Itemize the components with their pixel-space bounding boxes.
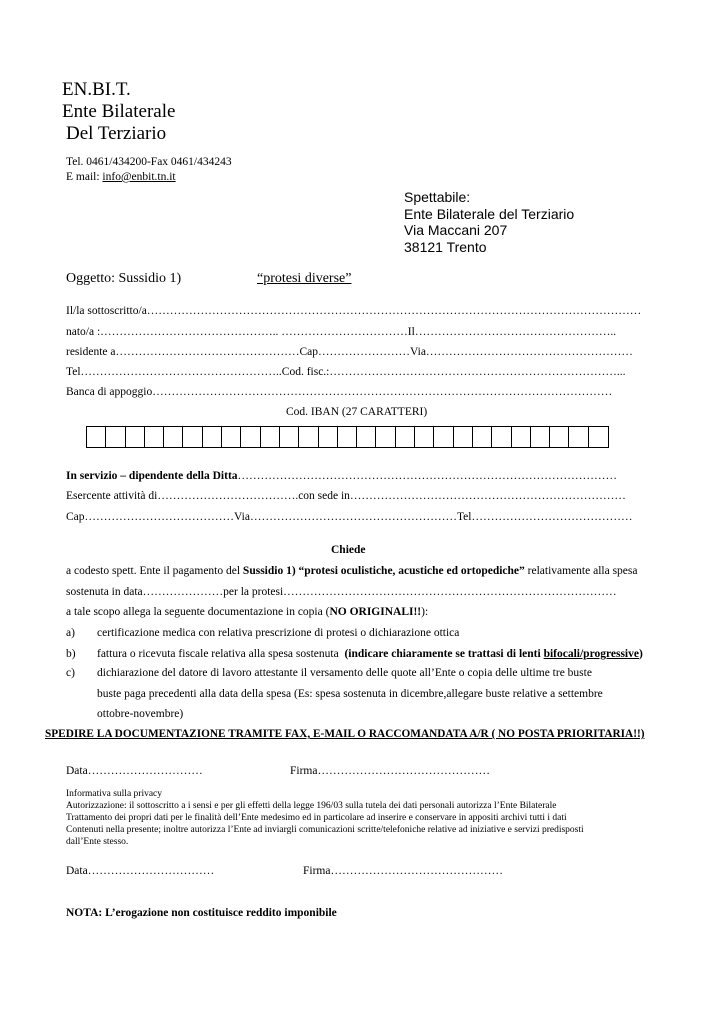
iban-cell[interactable] xyxy=(261,427,280,447)
email-label: E mail: xyxy=(66,171,100,183)
iban-cell[interactable] xyxy=(492,427,511,447)
item-c-line2: buste paga precedenti alla data della spesa (Es: spesa sostenuta in dicembre,allegare buste relative a settembre xyxy=(97,688,603,700)
iban-cell[interactable] xyxy=(241,427,260,447)
field-date-1[interactable]: Data………………………… xyxy=(66,765,203,777)
recipient-greeting: Spettabile: xyxy=(404,189,471,205)
iban-cell[interactable] xyxy=(106,427,125,447)
item-b-text: fattura o ricevuta fiscale relativa alla spesa sostenuta xyxy=(97,648,339,660)
iban-cell[interactable] xyxy=(338,427,357,447)
iban-input-grid[interactable] xyxy=(86,426,609,448)
footer-note: NOTA: L’erogazione non costituisce reddito imponibile xyxy=(66,907,337,919)
iban-cell[interactable] xyxy=(126,427,145,447)
item-b-bold-underlined: bifocali/progressive xyxy=(543,648,639,660)
org-name-line2: Ente Bilaterale xyxy=(62,101,176,122)
field-signature-2[interactable]: Firma……………………………………… xyxy=(303,865,503,877)
privacy-line4: dall’Ente stesso. xyxy=(66,837,129,847)
iban-cell[interactable] xyxy=(319,427,338,447)
request-p1-bold: Sussidio 1) “protesi oculistiche, acustiche ed ortopediche” xyxy=(242,565,525,577)
privacy-line2: Trattamento dei propri dati per le finalità dell’Ente medesimo ed in particolare ad inserire e conservare in appositi archivi tutti i dati xyxy=(66,813,567,823)
subject-value: Sussidio 1) xyxy=(118,271,182,286)
iban-cell[interactable] xyxy=(396,427,415,447)
iban-cell[interactable] xyxy=(280,427,299,447)
item-c-line3: ottobre-novembre) xyxy=(97,708,184,720)
subject-quote: “protesi diverse” xyxy=(257,271,352,286)
item-a-letter: a) xyxy=(66,627,75,639)
iban-cell[interactable] xyxy=(183,427,202,447)
privacy-title: Informativa sulla privacy xyxy=(66,789,163,799)
shipping-notice: SPEDIRE LA DOCUMENTAZIONE TRAMITE FAX, E-MAIL O RACCOMANDATA A/R ( NO POSTA PRIORITARIA!!) xyxy=(45,728,645,740)
iban-cell[interactable] xyxy=(222,427,241,447)
email-link[interactable]: info@enbit.tn.it xyxy=(102,171,176,183)
iban-cell[interactable] xyxy=(569,427,588,447)
org-name-line3: Del Terziario xyxy=(66,123,167,144)
iban-cell[interactable] xyxy=(512,427,531,447)
field-tel-codfisc[interactable]: Tel……………………………………………..Cod. fisc.:…………………………………………………………………... xyxy=(66,366,626,378)
request-p1-end: relativamente alla spesa xyxy=(527,565,638,577)
field-birth[interactable]: nato/a :……………………………………….. ……………………………Il…………………………………………….. xyxy=(66,326,617,338)
field-undersigned[interactable]: Il/la sottoscritto/a………………………………………………………………………………………………………………… xyxy=(66,305,642,317)
iban-cell[interactable] xyxy=(454,427,473,447)
iban-label: Cod. IBAN (27 CARATTERI) xyxy=(286,406,428,418)
iban-cell[interactable] xyxy=(473,427,492,447)
org-name-line1: EN.BI.T. xyxy=(62,79,131,100)
field-date-2[interactable]: Data…………………………… xyxy=(66,865,215,877)
field-signature-1[interactable]: Firma……………………………………… xyxy=(290,765,490,777)
subject-label: Oggetto: xyxy=(66,271,115,286)
privacy-line1: Autorizzazione: il sottoscritto a i sensi e per gli effetti della legge 196/03 sulla tutela dei dati personali autorizza l’Ente Bilaterale xyxy=(66,801,557,811)
contact-phone: Tel. 0461/434200-Fax 0461/434243 xyxy=(66,156,232,168)
item-b-row xyxy=(97,648,643,660)
iban-cell[interactable] xyxy=(531,427,550,447)
iban-cell[interactable] xyxy=(415,427,434,447)
recipient-city: 38121 Trento xyxy=(404,239,487,255)
iban-cell[interactable] xyxy=(164,427,183,447)
iban-cell[interactable] xyxy=(357,427,376,447)
iban-cell[interactable] xyxy=(87,427,106,447)
request-p3-text: a tale scopo allega la seguente documentazione in copia ( xyxy=(66,606,330,618)
item-c-line1: dichiarazione del datore di lavoro attestante il versamento delle quote all’Ente o copia delle ultime tre buste xyxy=(97,667,592,679)
request-paragraph-3 xyxy=(66,606,428,618)
field-residence[interactable]: residente a…………………………………………Cap……………………Via……………………………………………… xyxy=(66,346,633,358)
item-c-letter: c) xyxy=(66,667,75,679)
item-a-text: certificazione medica con relativa prescrizione di protesi o dichiarazione ottica xyxy=(97,627,460,639)
request-p1-text: a codesto spett. Ente il pagamento del xyxy=(66,565,241,577)
iban-cell[interactable] xyxy=(550,427,569,447)
iban-cell[interactable] xyxy=(145,427,164,447)
request-paragraph-1 xyxy=(66,565,638,577)
recipient-street: Via Maccani 207 xyxy=(404,222,508,238)
request-p3-end: ): xyxy=(421,606,429,618)
iban-cell[interactable] xyxy=(376,427,395,447)
employment-dots: ……………………………………………………………………………………… xyxy=(237,470,618,482)
privacy-line3: Contenuti nella presente; inoltre autorizza l’Ente ad inviargli comunicazioni scritte/telefoniche relative ad iniziative e servizi predisposti xyxy=(66,825,584,835)
field-activity[interactable]: Esercente attività di……………………………….con sede in……………………………………………………………… xyxy=(66,490,626,502)
field-company-address[interactable]: Cap…………………………………Via………………………………………………Tel…………………………………… xyxy=(66,511,633,523)
field-expense-date[interactable]: sostenuta in data…………………per la protesi…………………………………………………………………………… xyxy=(66,586,617,598)
field-bank[interactable]: Banca di appoggio………………………………………………………………………………………………………… xyxy=(66,386,613,398)
employment-label: In servizio – dipendente della Ditta xyxy=(66,470,238,482)
iban-cell[interactable] xyxy=(299,427,318,447)
request-p3-bold: NO ORIGINALI!! xyxy=(329,606,422,618)
item-b-bold-end: ) xyxy=(638,648,643,660)
item-b-bold: (indicare chiaramente se trattasi di lenti xyxy=(344,648,541,660)
item-b-letter: b) xyxy=(66,648,76,660)
recipient-name: Ente Bilaterale del Terziario xyxy=(404,206,575,222)
contact-email-row xyxy=(66,171,176,183)
employment-row[interactable] xyxy=(66,470,617,482)
iban-cell[interactable] xyxy=(203,427,222,447)
iban-cell[interactable] xyxy=(434,427,453,447)
request-heading: Chiede xyxy=(331,544,366,556)
subject-row xyxy=(66,271,181,287)
iban-cell[interactable] xyxy=(589,427,608,447)
